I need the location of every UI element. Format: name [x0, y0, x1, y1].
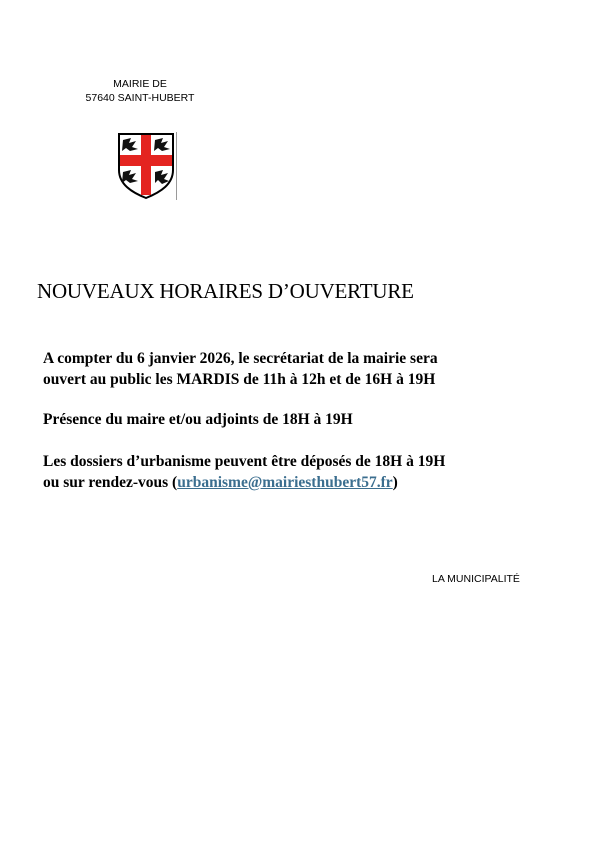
- header-line-2: 57640 SAINT-HUBERT: [85, 92, 195, 104]
- opening-hours-paragraph: [43, 348, 438, 390]
- header-line-1: MAIRIE DE: [113, 78, 167, 90]
- urbanism-line-2-prefix: ou sur rendez-vous (: [43, 474, 178, 491]
- mayor-presence-line: Présence du maire et/ou adjoints de 18H à 19H: [43, 411, 353, 428]
- mairie-header: [60, 77, 220, 105]
- opening-hours-line-2: ouvert au public les MARDIS de 11h à 12h et de 16H à 19H: [43, 371, 436, 388]
- urbanism-line-1: Les dossiers d’urbanisme peuvent être déposés de 18H à 19H: [43, 453, 446, 470]
- urbanism-line-2-suffix: ): [392, 474, 398, 491]
- urbanism-line-2: [43, 472, 445, 493]
- signature: LA MUNICIPALITÉ: [432, 573, 520, 585]
- coat-of-arms-icon: [117, 132, 175, 200]
- crest-divider: [176, 132, 177, 200]
- opening-hours-line-1: A compter du 6 janvier 2026, le secrétariat de la mairie sera: [43, 350, 438, 367]
- urbanism-paragraph: [43, 451, 445, 493]
- page-title: NOUVEAUX HORAIRES D’OUVERTURE: [37, 279, 414, 303]
- mayor-presence-paragraph: [43, 409, 353, 430]
- urbanism-email-link[interactable]: urbanisme@mairiesthubert57.fr: [177, 474, 393, 491]
